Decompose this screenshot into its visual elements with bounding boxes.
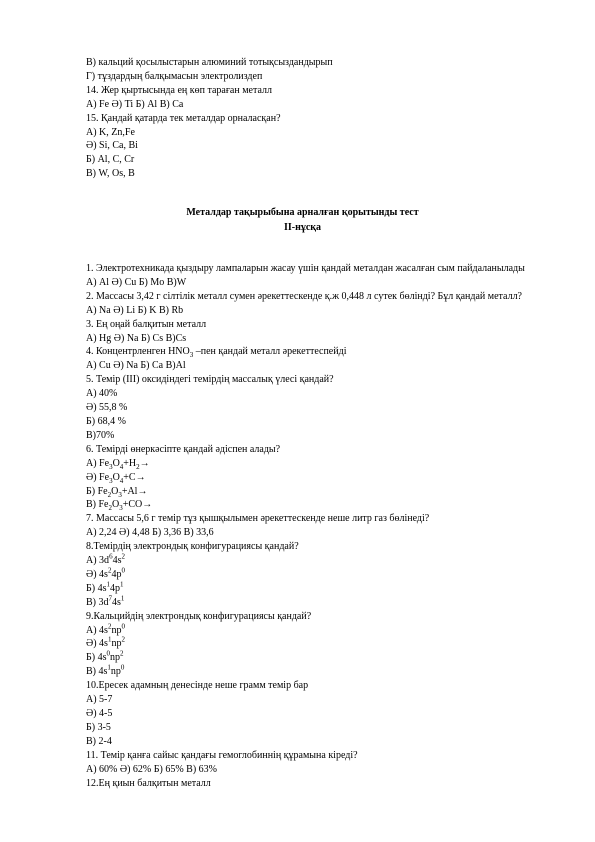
option-line: А) $4s^2np^0$ (86, 622, 125, 636)
question-text: 14. Жер қыртысында ең көп тараған металл (86, 84, 272, 96)
question-text: 9.Кальцийдің электрондық конфигурациясы қандай? (86, 610, 312, 622)
option-line: Ә) $Fe_3O_4+C\to$ (86, 471, 146, 485)
option-line: А) $3d^64s^2$ (86, 552, 125, 567)
option-line: Б) 3-5 (86, 721, 111, 733)
question-text: 7. Массасы 5,6 г темір тұз қышқылымен әрекеттескенде неше литр газ бөлінеді? (86, 513, 430, 525)
question-text: 4. Концентрленген $HNO_3$ –пен қандай металл әрекеттеспейді (86, 346, 347, 360)
question-text: 1. Электротехникада қыздыру лампаларын жасау үшін қандай металдан жасалған сым пайдаланылады (86, 263, 525, 274)
test-title: Металдар тақырыбына арналған қорытынды тест (186, 207, 419, 218)
option-line: А) $Fe_3O_4+H_2\to$ (86, 457, 150, 471)
option-line: А) Al Ә) Cu Б) Mo В)W (86, 276, 187, 288)
option-line: В) W, Os, B (86, 168, 135, 180)
option-line: Б) $Fe_2O_3+Al\to$ (86, 485, 148, 499)
question-text: 5. Темір (III) оксидіндегі темірдің массалық үлесі қандай? (86, 374, 334, 386)
option-line: Б) $4s^14p^1$ (86, 580, 124, 594)
question-text: 15. Қандай қатарда тек металдар орналасқан? (86, 112, 281, 124)
question-text: 12.Ең қиын балқитын металл (86, 777, 211, 789)
option-line: А) Hg Ә) Na Б) Cs В)Cs (86, 332, 187, 344)
option-line: А) K, Zn,Fe (86, 126, 135, 138)
previous-questions-block (86, 56, 566, 181)
question-text: 6. Темірді өнеркәсіпте қандай әдіспен алады? (86, 443, 281, 455)
option-line: Б) Al, C, Cr (86, 154, 135, 166)
option-line: А) Na Ә) Li Б) K В) Rb (86, 304, 184, 316)
option-line: Ә) $4s^1np^2$ (86, 636, 125, 650)
question-text: 8.Темірдің электрондық конфигурациясы қандай? (86, 541, 299, 553)
question-text: 11. Темір қанға сайыс қандағы гемоглобиннің құрамына кіреді? (86, 749, 358, 761)
question-text: 2. Массасы 3,42 г сілтілік металл сумен әрекеттескенде қ.ж 0,448 л сутек бөлінді? Бұл қандай металл? (86, 290, 522, 302)
questions-block (86, 262, 566, 790)
option-line: А) 60% Ә) 62% Б) 65% В) 63% (86, 763, 217, 775)
option-line: А) 2,24 Ә) 4,48 Б) 3,36 В) 33,6 (86, 527, 214, 539)
option-line: Г) тұздардың балқымасын электролиздеп (86, 70, 263, 82)
test-variant: II-нұсқа (283, 222, 322, 233)
option-line: В) $4s^1np^0$ (86, 663, 125, 678)
option-line: В) 2-4 (86, 735, 112, 747)
option-line: В) $Fe_2O_3+CO\to$ (86, 499, 153, 513)
option-line: А) 40% (86, 388, 118, 400)
option-line: Б) 68,4 % (86, 415, 126, 427)
option-line: А) Fe Ә) Ti Б) Al В) Ca (86, 98, 184, 110)
option-line: В)70% (86, 429, 115, 441)
question-text: 10.Ересек адамның денесінде неше грамм темір бар (86, 680, 309, 692)
option-line: Ә) $4s^24p^0$ (86, 566, 125, 580)
option-line: Ә) Si, Ca, Bi (86, 140, 138, 152)
option-line: Ә) 4-5 (86, 708, 113, 719)
option-line: Б) $4s^0np^2$ (86, 650, 124, 664)
question-text: 3. Ең оңай балқитын металл (86, 318, 207, 330)
option-line: В) кальций қосылыстарын алюминий тотықсыздандырып (86, 57, 333, 68)
option-line: А) Cu Ә) Na Б) Ca В)Al (86, 360, 186, 372)
option-line: А) 5-7 (86, 694, 113, 706)
option-line: Ә) 55,8 % (86, 402, 128, 414)
option-line: В) $3d^74s^1$ (86, 594, 125, 608)
